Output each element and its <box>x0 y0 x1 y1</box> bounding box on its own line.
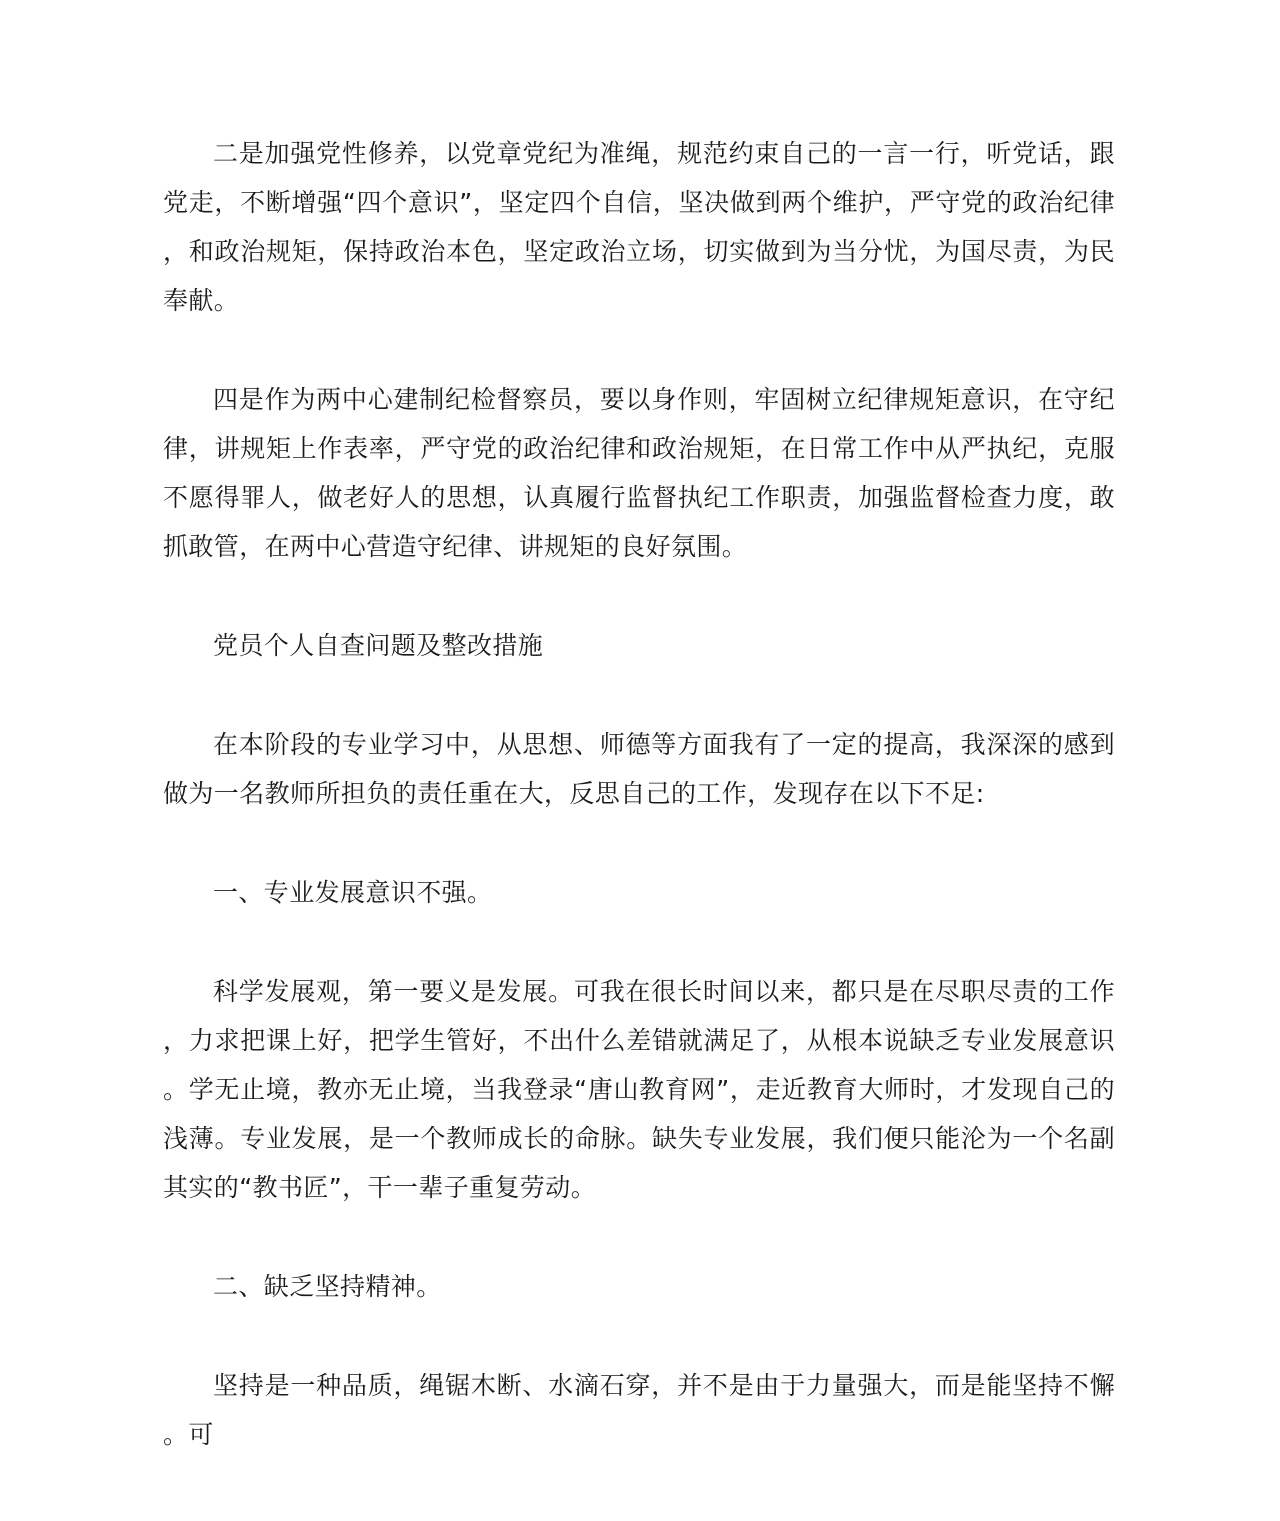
paragraph-issue-one: 科学发展观，第一要义是发展。可我在很长时间以来，都只是在尽职尽责的工作，力求把课上好，把学生管好，不出什么差错就满足了，从根本说缺乏专业发展意识。学无止境，教亦无止境，当我登录“唐山教育网”，走近教育大师时，才发现自己的浅薄。专业发展，是一个教师成长的命脉。缺失专业发展，我们便只能沦为一个名副其实的“教书匠”，干一辈子重复劳动。 <box>163 977 1115 1202</box>
paragraph-gap <box>163 325 1115 375</box>
heading-issue-one: 一、专业发展意识不强。 <box>213 878 493 907</box>
paragraph-gap <box>163 670 1115 720</box>
paragraph-gap <box>163 1212 1115 1262</box>
heading-issue-two: 二、缺乏坚持精神。 <box>213 1272 442 1301</box>
paragraph-gap <box>163 571 1115 621</box>
paragraph-gap <box>163 917 1115 967</box>
paragraph-gap <box>163 1311 1115 1361</box>
paragraph-inspector-role: 四是作为两中心建制纪检督察员，要以身作则，牢固树立纪律规矩意识，在守纪律，讲规矩上作表率，严守党的政治纪律和政治规矩，在日常工作中从严执纪，克服不愿得罪人，做老好人的思想，认真履行监督执纪工作职责，加强监督检查力度，敢抓敢管，在两中心营造守纪律、讲规矩的良好氛围。 <box>163 385 1115 561</box>
section-title: 党员个人自查问题及整改措施 <box>213 631 544 660</box>
paragraph-introduction: 在本阶段的专业学习中，从思想、师德等方面我有了一定的提高，我深深的感到做为一名教师所担负的责任重在大，反思自己的工作，发现存在以下不足: <box>163 730 1115 808</box>
paragraph-issue-two: 坚持是一种品质，绳锯木断、水滴石穿，并不是由于力量强大，而是能坚持不懈。可 <box>163 1371 1115 1449</box>
paragraph-gap <box>163 818 1115 868</box>
paragraph-party-discipline: 二是加强党性修养，以党章党纪为准绳，规范约束自己的一言一行，听党话，跟党走，不断增强“四个意识”，坚定四个自信，坚决做到两个维护，严守党的政治纪律，和政治规矩，保持政治本色，坚定政治立场，切实做到为当分忧，为国尽责，为民奉献。 <box>163 139 1115 315</box>
document-body <box>163 129 1115 1459</box>
